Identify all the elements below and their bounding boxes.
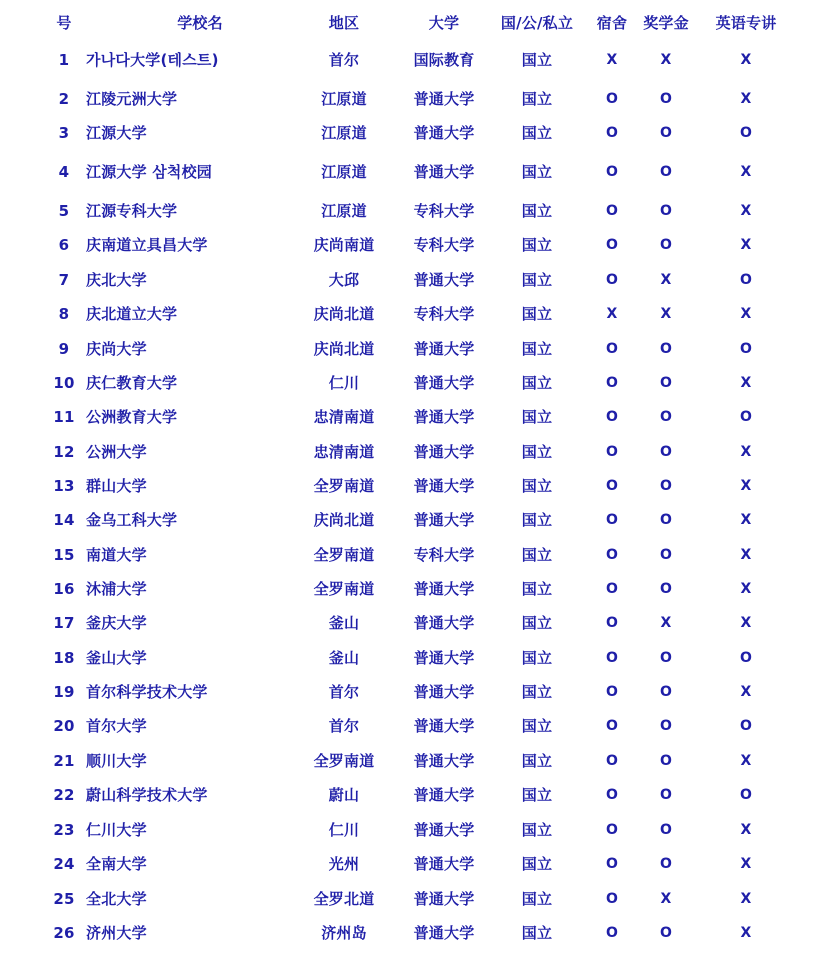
- header-region: 地区: [328, 14, 360, 32]
- row-name: 江源大学 삼척校园: [86, 163, 213, 181]
- row-num: 5: [58, 202, 70, 220]
- table-row: [0, 886, 827, 912]
- header-english: 英语专讲: [715, 14, 777, 32]
- row-region: 大邱: [328, 271, 360, 289]
- row-type: 普通大学: [413, 821, 475, 839]
- row-type: 专科大学: [413, 202, 475, 220]
- row-english: X: [740, 444, 752, 460]
- row-type: 普通大学: [413, 340, 475, 358]
- row-region: 首尔: [328, 51, 360, 69]
- row-type: 普通大学: [413, 924, 475, 942]
- row-name: 沐浦大学: [86, 580, 147, 598]
- table-row: [0, 679, 827, 705]
- row-type: 普通大学: [413, 124, 475, 142]
- row-english: X: [740, 925, 752, 941]
- row-name: 仁川大学: [86, 821, 147, 839]
- row-num: 1: [58, 51, 70, 69]
- row-dorm: X: [606, 52, 618, 68]
- row-scholarship: X: [660, 52, 672, 68]
- row-type: 国际教育: [413, 51, 475, 69]
- header-ownership: 国/公/私立: [500, 14, 574, 32]
- table-row: [0, 47, 827, 73]
- row-type: 普通大学: [413, 408, 475, 426]
- row-ownership: 国立: [521, 752, 553, 770]
- row-dorm: O: [605, 718, 619, 734]
- row-num: 2: [58, 90, 70, 108]
- row-scholarship: O: [659, 787, 673, 803]
- row-num: 24: [53, 855, 75, 873]
- row-scholarship: O: [659, 650, 673, 666]
- table-row: [0, 404, 827, 430]
- row-num: 4: [58, 163, 70, 181]
- row-english: X: [740, 375, 752, 391]
- row-scholarship: O: [659, 125, 673, 141]
- row-scholarship: X: [660, 615, 672, 631]
- header-name: 学校名: [177, 14, 223, 32]
- row-dorm: O: [605, 341, 619, 357]
- row-num: 6: [58, 236, 70, 254]
- row-ownership: 国立: [521, 683, 553, 701]
- row-english: O: [739, 341, 753, 357]
- row-region: 庆尚北道: [313, 511, 375, 529]
- row-english: X: [740, 52, 752, 68]
- row-ownership: 国立: [521, 124, 553, 142]
- row-num: 12: [53, 443, 75, 461]
- row-dorm: O: [605, 925, 619, 941]
- row-dorm: X: [606, 306, 618, 322]
- row-english: X: [740, 581, 752, 597]
- row-scholarship: O: [659, 822, 673, 838]
- row-num: 22: [53, 786, 75, 804]
- row-type: 普通大学: [413, 786, 475, 804]
- row-ownership: 国立: [521, 717, 553, 735]
- row-region: 蔚山: [328, 786, 360, 804]
- row-name: 釜庆大学: [86, 614, 147, 632]
- row-region: 庆尚北道: [313, 305, 375, 323]
- row-region: 首尔: [328, 717, 360, 735]
- row-english: X: [740, 822, 752, 838]
- row-english: X: [740, 753, 752, 769]
- row-english: X: [740, 203, 752, 219]
- row-dorm: O: [605, 512, 619, 528]
- row-ownership: 国立: [521, 821, 553, 839]
- row-english: X: [740, 306, 752, 322]
- row-scholarship: O: [659, 478, 673, 494]
- row-region: 光州: [328, 855, 360, 873]
- row-scholarship: O: [659, 444, 673, 460]
- table-header: [0, 10, 827, 36]
- table-row: [0, 713, 827, 739]
- row-ownership: 国立: [521, 163, 553, 181]
- row-region: 釜山: [328, 649, 360, 667]
- row-scholarship: O: [659, 718, 673, 734]
- row-type: 普通大学: [413, 271, 475, 289]
- header-scholarship: 奖学金: [643, 14, 689, 32]
- row-type: 普通大学: [413, 614, 475, 632]
- row-type: 普通大学: [413, 649, 475, 667]
- row-region: 全罗南道: [313, 477, 375, 495]
- row-ownership: 国立: [521, 855, 553, 873]
- table-row: [0, 120, 827, 146]
- row-ownership: 国立: [521, 443, 553, 461]
- row-region: 仁川: [328, 821, 360, 839]
- table-row: [0, 198, 827, 224]
- row-region: 仁川: [328, 374, 360, 392]
- row-dorm: O: [605, 478, 619, 494]
- row-region: 忠清南道: [313, 443, 375, 461]
- table-row: [0, 851, 827, 877]
- row-scholarship: O: [659, 684, 673, 700]
- row-name: 全北大学: [86, 890, 147, 908]
- row-english: X: [740, 856, 752, 872]
- table-row: [0, 817, 827, 843]
- row-dorm: O: [605, 891, 619, 907]
- row-name: 首尔大学: [86, 717, 147, 735]
- row-type: 普通大学: [413, 374, 475, 392]
- row-scholarship: O: [659, 512, 673, 528]
- row-num: 23: [53, 821, 75, 839]
- header-dorm: 宿舍: [596, 14, 628, 32]
- row-english: O: [739, 409, 753, 425]
- table-row: [0, 507, 827, 533]
- row-type: 专科大学: [413, 236, 475, 254]
- row-dorm: O: [605, 822, 619, 838]
- row-dorm: O: [605, 91, 619, 107]
- row-num: 20: [53, 717, 75, 735]
- row-name: 群山大学: [86, 477, 147, 495]
- row-dorm: O: [605, 856, 619, 872]
- row-num: 16: [53, 580, 75, 598]
- row-name: 江陵元洲大学: [86, 90, 178, 108]
- row-name: 南道大学: [86, 546, 147, 564]
- row-ownership: 国立: [521, 408, 553, 426]
- row-scholarship: X: [660, 891, 672, 907]
- row-region: 江原道: [321, 202, 367, 220]
- row-num: 13: [53, 477, 75, 495]
- row-ownership: 国立: [521, 786, 553, 804]
- row-name: 江源大学: [86, 124, 147, 142]
- row-name: 庆北道立大学: [86, 305, 178, 323]
- row-scholarship: O: [659, 341, 673, 357]
- row-ownership: 国立: [521, 649, 553, 667]
- row-name: 金乌工科大学: [86, 511, 178, 529]
- row-name: 公洲教育大学: [86, 408, 178, 426]
- table-row: [0, 782, 827, 808]
- table-row: [0, 610, 827, 636]
- row-ownership: 国立: [521, 890, 553, 908]
- row-dorm: O: [605, 615, 619, 631]
- row-region: 釜山: [328, 614, 360, 632]
- row-num: 19: [53, 683, 75, 701]
- row-num: 18: [53, 649, 75, 667]
- row-scholarship: O: [659, 237, 673, 253]
- row-type: 普通大学: [413, 717, 475, 735]
- row-ownership: 国立: [521, 271, 553, 289]
- table-row: [0, 645, 827, 671]
- row-type: 专科大学: [413, 546, 475, 564]
- table-row: [0, 267, 827, 293]
- row-english: O: [739, 125, 753, 141]
- row-dorm: O: [605, 581, 619, 597]
- row-scholarship: X: [660, 306, 672, 322]
- row-dorm: O: [605, 272, 619, 288]
- row-scholarship: O: [659, 91, 673, 107]
- row-num: 10: [53, 374, 75, 392]
- row-region: 全罗南道: [313, 546, 375, 564]
- row-scholarship: O: [659, 409, 673, 425]
- row-english: X: [740, 891, 752, 907]
- row-dorm: O: [605, 684, 619, 700]
- row-region: 江原道: [321, 163, 367, 181]
- row-region: 全罗南道: [313, 752, 375, 770]
- row-name: 庆北大学: [86, 271, 147, 289]
- row-ownership: 国立: [521, 374, 553, 392]
- row-ownership: 国立: [521, 511, 553, 529]
- row-num: 15: [53, 546, 75, 564]
- row-english: X: [740, 615, 752, 631]
- row-region: 全罗北道: [313, 890, 375, 908]
- row-num: 8: [58, 305, 70, 323]
- table-row: [0, 576, 827, 602]
- row-ownership: 国立: [521, 477, 553, 495]
- row-name: 庆尚大学: [86, 340, 147, 358]
- row-region: 济州岛: [321, 924, 367, 942]
- row-type: 普通大学: [413, 683, 475, 701]
- row-english: O: [739, 650, 753, 666]
- row-name: 庆南道立具昌大学: [86, 236, 208, 254]
- row-scholarship: O: [659, 203, 673, 219]
- row-scholarship: X: [660, 272, 672, 288]
- row-dorm: O: [605, 237, 619, 253]
- row-num: 11: [53, 408, 75, 426]
- row-english: O: [739, 272, 753, 288]
- row-dorm: O: [605, 375, 619, 391]
- row-english: O: [739, 718, 753, 734]
- row-ownership: 国立: [521, 546, 553, 564]
- row-num: 14: [53, 511, 75, 529]
- row-name: 全南大学: [86, 855, 147, 873]
- row-scholarship: O: [659, 581, 673, 597]
- row-english: O: [739, 787, 753, 803]
- row-region: 庆尚北道: [313, 340, 375, 358]
- table-row: [0, 748, 827, 774]
- row-dorm: O: [605, 547, 619, 563]
- row-num: 9: [58, 340, 70, 358]
- row-name: 公洲大学: [86, 443, 147, 461]
- row-region: 忠清南道: [313, 408, 375, 426]
- row-ownership: 国立: [521, 236, 553, 254]
- row-english: X: [740, 237, 752, 253]
- row-name: 顺川大学: [86, 752, 147, 770]
- row-scholarship: O: [659, 547, 673, 563]
- row-dorm: O: [605, 650, 619, 666]
- row-type: 普通大学: [413, 511, 475, 529]
- row-region: 首尔: [328, 683, 360, 701]
- row-scholarship: O: [659, 925, 673, 941]
- row-num: 7: [58, 271, 70, 289]
- table-row: [0, 301, 827, 327]
- table-row: [0, 370, 827, 396]
- row-region: 江原道: [321, 124, 367, 142]
- table-row: [0, 336, 827, 362]
- row-name: 가나다大学(테스트): [86, 51, 219, 69]
- row-english: X: [740, 547, 752, 563]
- row-num: 21: [53, 752, 75, 770]
- row-type: 普通大学: [413, 163, 475, 181]
- row-ownership: 国立: [521, 580, 553, 598]
- row-num: 17: [53, 614, 75, 632]
- row-dorm: O: [605, 409, 619, 425]
- row-type: 普通大学: [413, 90, 475, 108]
- row-ownership: 国立: [521, 90, 553, 108]
- row-name: 首尔科学技术大学: [86, 683, 208, 701]
- row-ownership: 国立: [521, 51, 553, 69]
- row-ownership: 国立: [521, 340, 553, 358]
- row-type: 普通大学: [413, 443, 475, 461]
- row-num: 3: [58, 124, 70, 142]
- row-scholarship: O: [659, 164, 673, 180]
- row-scholarship: O: [659, 753, 673, 769]
- row-english: X: [740, 164, 752, 180]
- table-row: [0, 86, 827, 112]
- header-type: 大学: [428, 14, 460, 32]
- row-dorm: O: [605, 753, 619, 769]
- row-dorm: O: [605, 203, 619, 219]
- row-ownership: 国立: [521, 614, 553, 632]
- row-scholarship: O: [659, 375, 673, 391]
- row-english: X: [740, 478, 752, 494]
- row-dorm: O: [605, 787, 619, 803]
- row-ownership: 国立: [521, 305, 553, 323]
- row-type: 普通大学: [413, 477, 475, 495]
- row-type: 普通大学: [413, 855, 475, 873]
- table-row: [0, 439, 827, 465]
- table-row: [0, 473, 827, 499]
- row-ownership: 国立: [521, 202, 553, 220]
- table-row: [0, 159, 827, 185]
- table-row: [0, 542, 827, 568]
- row-region: 全罗南道: [313, 580, 375, 598]
- row-type: 普通大学: [413, 890, 475, 908]
- row-english: X: [740, 512, 752, 528]
- table-row: [0, 232, 827, 258]
- table-row: [0, 920, 827, 946]
- row-region: 江原道: [321, 90, 367, 108]
- row-type: 普通大学: [413, 580, 475, 598]
- row-name: 庆仁教育大学: [86, 374, 178, 392]
- row-english: X: [740, 684, 752, 700]
- row-region: 庆尚南道: [313, 236, 375, 254]
- row-num: 25: [53, 890, 75, 908]
- row-name: 蔚山科学技术大学: [86, 786, 208, 804]
- row-name: 济州大学: [86, 924, 147, 942]
- header-num: 号: [56, 14, 72, 32]
- row-english: X: [740, 91, 752, 107]
- row-type: 普通大学: [413, 752, 475, 770]
- row-ownership: 国立: [521, 924, 553, 942]
- row-num: 26: [53, 924, 75, 942]
- row-scholarship: O: [659, 856, 673, 872]
- row-dorm: O: [605, 164, 619, 180]
- row-type: 专科大学: [413, 305, 475, 323]
- row-name: 江源专科大学: [86, 202, 178, 220]
- row-dorm: O: [605, 125, 619, 141]
- row-name: 釜山大学: [86, 649, 147, 667]
- row-dorm: O: [605, 444, 619, 460]
